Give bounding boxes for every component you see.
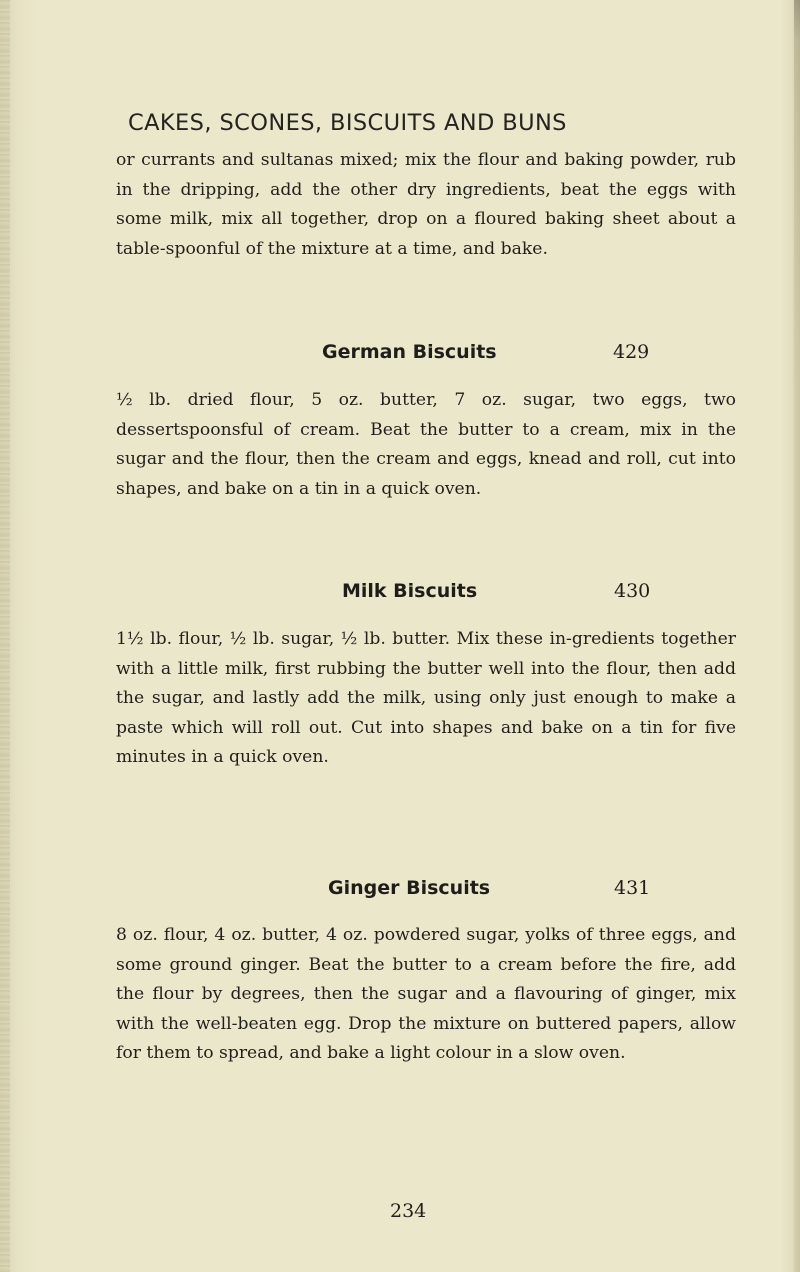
recipe-text-430: 1½ lb. flour, ½ lb. sugar, ½ lb. butter. Mix these in-gredients together with a little milk, first rubbing the butter well into the flour, then add the sugar, and lastly add the milk, using only just enough to make a paste which will roll out. Cut into shapes and bake on a tin for five minutes in a quick oven.	[116, 629, 736, 768]
recipe-heading-429	[0, 341, 800, 369]
recipe-number: 431	[614, 877, 651, 899]
recipe-heading-431	[0, 877, 800, 905]
recipe-number: 430	[614, 580, 651, 602]
recipe-number: 429	[613, 341, 650, 363]
page-edge-shadow	[794, 0, 800, 1272]
recipe-title: Ginger Biscuits	[328, 877, 491, 899]
continuation-paragraph: or currants and sultanas mixed; mix the flour and baking powder, rub in the dripping, add the other dry ingredients, beat the eggs with some milk, mix all together, drop on a floured baking sheet about a table-spoonful of the mixture at a time, and bake.	[116, 150, 736, 259]
recipe-title: Milk Biscuits	[342, 580, 478, 602]
page-number: 234	[390, 1200, 427, 1222]
recipe-text-429: ½ lb. dried flour, 5 oz. butter, 7 oz. sugar, two eggs, two dessertspoonsful of cream. Beat the butter to a cream, mix in the sugar and the flour, then the cream and eggs, knead and roll, cut into shapes, and bake on a tin in a quick oven.	[116, 390, 736, 499]
recipe-heading-430	[0, 580, 800, 608]
recipe-title: German Biscuits	[322, 341, 497, 363]
recipe-text-431: 8 oz. flour, 4 oz. butter, 4 oz. powdered sugar, yolks of three eggs, and some ground ginger. Beat the butter to a cream before the fire, add the flour by degrees, then the sugar and a flavouring of ginger, mix with the well-beaten egg. Drop the mixture on buttered papers, allow for them to spread, and bake a light colour in a slow oven.	[116, 925, 736, 1064]
page-gutter-shadow	[0, 0, 10, 1272]
running-head: CAKES, SCONES, BISCUITS AND BUNS	[128, 110, 567, 136]
